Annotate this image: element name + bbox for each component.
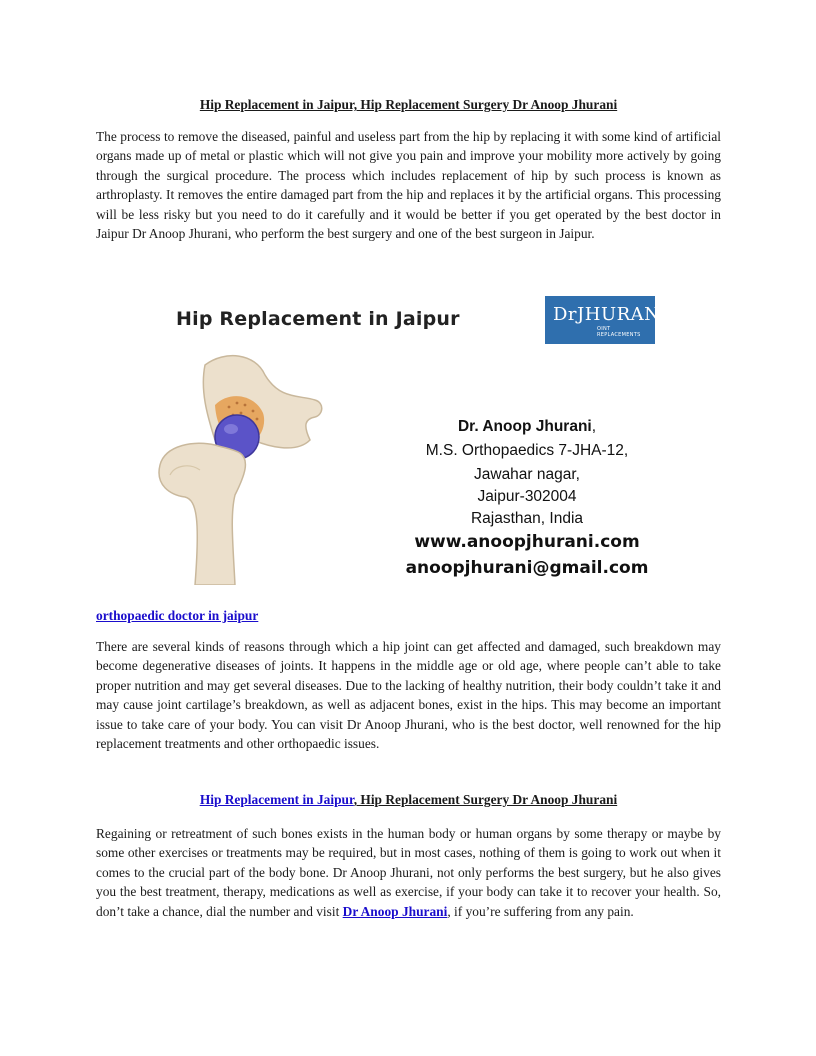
paragraph-causes: There are several kinds of reasons through which a hip joint can get affected and damaged, such breakdown may become degenerative diseases of joints. It happens in the middle age or old age, where people can’t able to take proper nutrition and may get several diseases. Due to the lacking of healthy nutrition, their body couldn’t take it and may cause joint cartilage’s breakdown, as well as adjacent bones, exist in the hips. This may become an important issue to take care of your body. You can visit Dr Anoop Jhurani, who is the best doctor, well renowned for the hip replacement treatments and other orthopaedic issues.	[96, 639, 721, 752]
dr-anoop-jhurani-link[interactable]: Dr Anoop Jhurani	[342, 903, 448, 919]
clinic-logo	[545, 296, 669, 344]
hip-joint-illustration	[145, 345, 365, 585]
paragraph-intro: The process to remove the diseased, painful and useless part from the hip by replacing it with some kind of artificial organs made up of metal or plastic which will not give you pain and improve your mobility more actively by going through the surgical procedure. The process which includes replacement of hip by such process is known as arthroplasty. It removes the entire damaged part from the hip and replaces it by the artificial organs. This processing will be less risky but you need to do it carefully and it would be better if you get operated by the best doctor in Jaipur Dr Anoop Jhurani, who perform the best surgery and one of the best surgeon in Jaipur.	[96, 129, 721, 242]
paragraph-treatment-text: Regaining or retreatment of such bones exists in the human body or human organs by some therapy or maybe by some other exercises or treatments may be required, but in most cases, nothing of them is going to work out when it comes to the crucial part of the body bone. Dr Anoop Jhurani, not only performs the best surgery, but he also gives you the best treatment, therapy, medications as well as exercise, if your body can take it to recover your health. So, don’t take a chance, dial the number and visit	[96, 826, 721, 919]
address-line-1: Jawahar nagar,	[474, 466, 580, 483]
address-line-3: Rajasthan, India	[470, 510, 584, 527]
email-text: anoopjhurani@gmail.com	[405, 558, 649, 578]
banner-title: Hip Replacement in Jaipur	[176, 308, 460, 330]
orthopaedic-doctor-link[interactable]: orthopaedic doctor in jaipur	[96, 608, 259, 623]
document-title: Hip Replacement in Jaipur, Hip Replacement Surgery Dr Anoop Jhurani	[199, 97, 618, 112]
website-text: www.anoopjhurani.com	[414, 532, 640, 552]
paragraph-treatment	[96, 824, 721, 921]
section-title	[96, 792, 721, 808]
qualification-line: M.S. Orthopaedics 7-JHA-12,	[425, 442, 629, 459]
hip-replacement-banner	[140, 290, 670, 588]
doctor-name-line	[402, 418, 652, 436]
logo-sub-text: OINT REPLACEMENTS	[597, 326, 641, 338]
paragraph-treatment-end: , if you’re suffering from any pain.	[447, 903, 634, 919]
doctor-name: Dr. Anoop Jhurani	[457, 418, 592, 435]
hip-replacement-link[interactable]: Hip Replacement in Jaipur	[199, 792, 354, 807]
address-line-2: Jaipur-302004	[477, 488, 577, 505]
femur-bone	[159, 443, 245, 585]
logo-main-text: DrJHURANI	[553, 304, 669, 325]
doctor-name-suffix: ,	[591, 418, 597, 435]
section-title-rest: , Hip Replacement Surgery Dr Anoop Jhurani	[353, 792, 618, 807]
